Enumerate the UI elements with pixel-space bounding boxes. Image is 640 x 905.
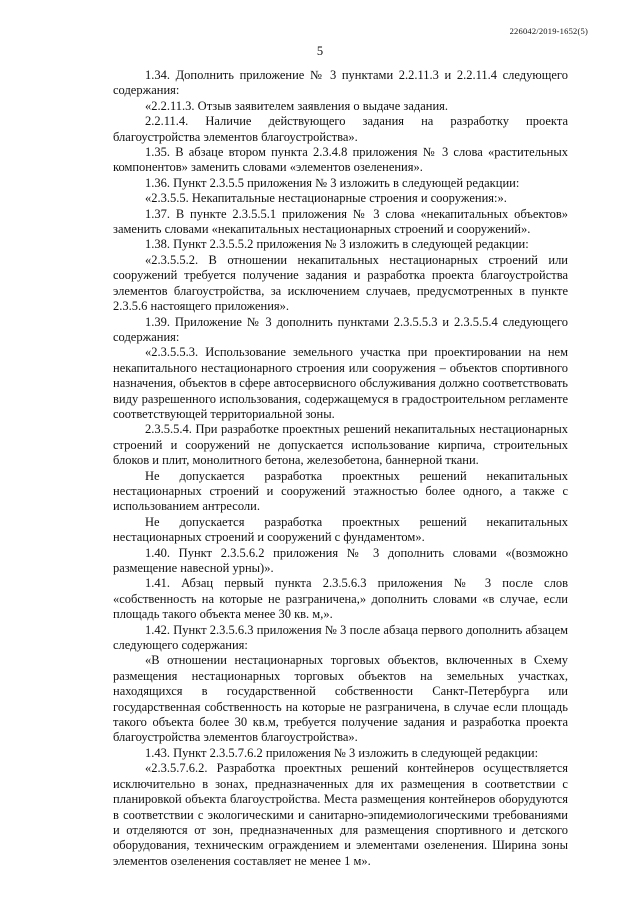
paragraph: 1.38. Пункт 2.3.5.5.2 приложения № 3 изложить в следующей редакции: <box>145 237 529 252</box>
paragraph: 1.43. Пункт 2.3.5.7.6.2 приложения № 3 изложить в следующей редакции: <box>145 745 539 760</box>
paragraph: 1.37. В пункте 2.3.5.5.1 приложения № 3 слова «некапитальных объектов» заменить словами «некапитальных нестационарных строений и сооружений». <box>113 206 568 237</box>
paragraph: 2.2.11.4. Наличие действующего задания на разработку проекта благоустройства элементов благоустройства». <box>113 114 568 144</box>
paragraph: «В отношении нестационарных торговых объектов, включенных в Схему размещения нестационарных торговых объектов на земельных участках, находящихся в государственной собственности Санкт-Петербурга или государственная собственность на которые не разграничена, в случае если площадь такого объекта более 30 кв.м, требуется получение задания и разработка проекта благоустройства элементов благоустройства». <box>113 653 568 745</box>
paragraph: 1.41. Абзац первый пункта 2.3.5.6.3 приложения № 3 после слов «собственность на которые не разграничена,» дополнить словами «в случае, если площадь такого объекта менее 30 кв. м,». <box>113 576 568 622</box>
document-number: 226042/2019-1652(5) <box>509 26 588 36</box>
page-number: 5 <box>316 44 324 58</box>
paragraph: «2.3.5.5.2. В отношении некапитальных нестационарных строений или сооружений требуется получение задания и разработка проекта благоустройства элементов благоустройства, за исключением случаев, предусмотренных в пункте 2.3.5.6 настоящего приложения». <box>113 252 568 314</box>
paragraph: 1.35. В абзаце втором пункта 2.3.4.8 приложения № 3 слова «растительных компонентов» заменить словами «элементов озеленения». <box>113 145 568 175</box>
paragraph: Не допускается разработка проектных решений некапитальных нестационарных строений и сооружений с фундаментом». <box>113 514 568 545</box>
paragraph: «2.3.5.7.6.2. Разработка проектных решений контейнеров осуществляется исключительно в зонах, предназначенных для их размещения в соответствии с планировкой объекта благоустройства. Места размещения контейнеров оборудуются в соответствии с экологическими и санитарно-эпидемиологическими требованиями и отделяются от зон, предназначенных для размещения спортивного и детского оборудования, техническим ограждением и элементами озеленения. Ширина зоны элементов озеленения составляет не менее 1 м». <box>113 761 568 868</box>
paragraph: «2.3.5.5.3. Использование земельного участка при проектировании на нем некапитального нестационарного строения или сооружения – объектов спортивного назначения, объектов в сфере автосервисного обслуживания должно соответствовать виду разрешенного использования, содержащемуся в градостроительном регламенте соответствующей территориальной зоны. <box>113 345 568 421</box>
paragraph: 1.42. Пункт 2.3.5.6.3 приложения № 3 после абзаца первого дополнить абзацем следующего содержания: <box>113 622 568 653</box>
paragraph: 1.34. Дополнить приложение № 3 пунктами 2.2.11.3 и 2.2.11.4 следующего содержания: <box>113 68 568 98</box>
paragraph: 1.40. Пункт 2.3.5.6.2 приложения № 3 дополнить словами «(возможно размещение навесной урны)». <box>113 545 568 575</box>
document-body <box>113 68 568 869</box>
paragraph: 1.36. Пункт 2.3.5.5 приложения № 3 изложить в следующей редакции: <box>145 175 520 190</box>
paragraph: Не допускается разработка проектных решений некапитальных нестационарных строений и сооружений этажностью более одного, а также с использованием антресоли. <box>113 468 568 514</box>
paragraph: «2.2.11.3. Отзыв заявителем заявления о выдаче задания. <box>145 98 449 113</box>
paragraph: 2.3.5.5.4. При разработке проектных решений некапитальных нестационарных строений и сооружений не допускается использование кирпича, строительных блоков и плит, монолитного бетона, железобетона, баннерной ткани. <box>113 422 568 468</box>
paragraph: «2.3.5.5. Некапитальные нестационарные строения и сооружения:». <box>145 191 507 206</box>
paragraph: 1.39. Приложение № 3 дополнить пунктами 2.3.5.5.3 и 2.3.5.5.4 следующего содержания: <box>113 314 568 344</box>
